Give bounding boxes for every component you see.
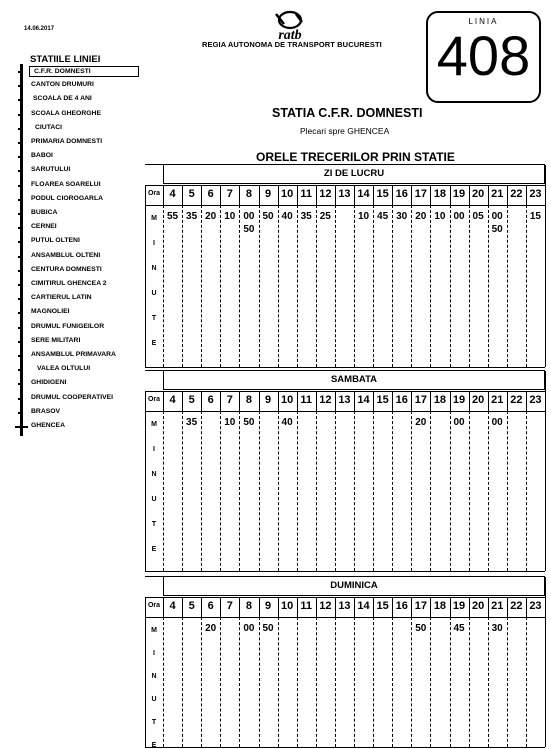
minute-divider <box>354 617 355 747</box>
minute-label-letter: T <box>151 521 157 528</box>
minute-label-letter: N <box>151 673 157 680</box>
hour-cell: 15 <box>376 600 389 612</box>
station-item: CERNEI <box>31 223 57 231</box>
station-item: GHIDIGENI <box>31 379 67 387</box>
station-marker <box>18 185 23 187</box>
stop-title: STATIA C.F.R. DOMNESTI <box>272 106 423 120</box>
minute-label-letter: M <box>151 215 157 222</box>
station-marker <box>18 227 23 229</box>
minute-cell: 05 <box>472 211 484 222</box>
minute-cell: 10 <box>224 417 236 428</box>
minute-divider <box>526 205 527 367</box>
station-item: FLOAREA SOARELUI <box>31 180 101 188</box>
hour-cell: 22 <box>510 188 523 200</box>
station-marker <box>18 398 23 400</box>
station-marker <box>18 284 23 286</box>
minute-label-letter: U <box>151 496 157 503</box>
hour-cell: 7 <box>226 600 233 612</box>
minute-divider <box>411 205 412 367</box>
minute-divider <box>335 617 336 747</box>
hour-cell: 12 <box>319 394 332 406</box>
minute-cell: 00 <box>243 623 255 634</box>
station-marker <box>18 142 23 144</box>
minute-divider <box>354 411 355 571</box>
minute-divider <box>297 617 298 747</box>
hour-cell: 9 <box>264 394 272 406</box>
minute-cell: 35 <box>186 211 198 222</box>
minute-divider <box>373 411 374 571</box>
hour-cell: 20 <box>472 188 485 200</box>
minute-label-letter: U <box>151 290 157 297</box>
minute-divider <box>316 205 317 367</box>
minute-label-letter: N <box>151 471 157 478</box>
station-item: GHENCEA <box>31 422 65 429</box>
minute-divider <box>507 617 508 747</box>
table-right-border <box>545 165 546 367</box>
minute-divider <box>469 617 470 747</box>
hour-cell: 9 <box>264 600 272 612</box>
station-marker <box>18 128 23 130</box>
line-number: 408 <box>436 24 531 87</box>
station-item: BUBICA <box>31 209 58 216</box>
hour-cell: 16 <box>395 188 408 200</box>
minute-cell: 50 <box>415 623 427 634</box>
station-marker <box>18 156 23 158</box>
hour-cell: 4 <box>169 394 176 406</box>
minute-divider <box>411 617 412 747</box>
schedule-section-title: SAMBATA <box>163 371 545 390</box>
hour-cell: 10 <box>281 600 294 612</box>
minute-divider <box>411 411 412 571</box>
station-item: DRUMUL COOPERATIVEI <box>31 393 114 401</box>
hour-cell: 20 <box>472 394 485 406</box>
minute-divider <box>392 411 393 571</box>
station-item: SCOALA GHEORGHE <box>31 109 101 117</box>
minute-divider <box>430 411 431 571</box>
minute-divider <box>220 411 221 571</box>
direction-text: Plecari spre GHENCEA <box>300 126 390 136</box>
minute-cell: 10 <box>224 211 236 222</box>
minute-cell: 50 <box>262 623 274 634</box>
minute-label-letter: N <box>151 265 157 272</box>
minute-label-letter: U <box>151 696 157 703</box>
minute-label-letter: I <box>153 446 155 453</box>
station-marker <box>18 312 23 314</box>
hour-cell: 14 <box>357 600 370 612</box>
hour-cell: 17 <box>414 394 427 406</box>
hour-cell: 17 <box>414 188 427 200</box>
hour-cell: 9 <box>264 188 272 200</box>
hour-row-top-line <box>145 391 545 392</box>
table-left-border <box>145 391 146 571</box>
station-item: VALEA OLTULUI <box>37 365 91 373</box>
minute-label-letter: M <box>151 421 157 428</box>
minute-cell: 50 <box>243 417 255 428</box>
minute-cell: 25 <box>319 211 331 222</box>
hour-cell: 13 <box>338 394 351 406</box>
station-marker <box>18 199 23 201</box>
hour-row-bottom-line <box>145 617 545 618</box>
hour-row-bottom-line <box>145 411 545 412</box>
station-marker <box>18 327 23 329</box>
station-marker <box>18 298 23 300</box>
line-number-box <box>426 11 541 103</box>
hour-cell: 18 <box>433 394 447 406</box>
station-item: SCOALA DE 4 ANI <box>33 95 92 103</box>
minute-cell: 35 <box>186 417 198 428</box>
schedule-table <box>145 370 545 571</box>
minute-cell: 00 <box>453 417 465 428</box>
ratb-logo <box>270 10 310 42</box>
minute-cell: 00 <box>243 211 255 222</box>
minute-divider <box>239 411 240 571</box>
minute-divider <box>430 205 431 367</box>
hour-cell: 12 <box>319 188 332 200</box>
hour-cell: 23 <box>529 394 542 406</box>
minute-label-letter: E <box>151 340 157 347</box>
times-title: ORELE TRECERILOR PRIN STATIE <box>256 150 455 164</box>
hour-cell: 10 <box>281 394 294 406</box>
minute-divider <box>354 205 355 367</box>
print-date: 14.06.2017 <box>24 26 55 32</box>
station-marker <box>18 355 23 357</box>
hour-row-top-line <box>145 185 545 186</box>
minute-cell: 35 <box>300 211 312 222</box>
minute-label-letter: T <box>151 315 157 322</box>
station-item: BRASOV <box>31 407 61 415</box>
hour-cell: 22 <box>510 394 523 406</box>
station-marker <box>18 369 23 371</box>
minute-divider <box>335 205 336 367</box>
station-item: CIMITIRUL GHENCEA 2 <box>31 280 107 287</box>
hour-cell: 18 <box>433 188 447 200</box>
minute-divider <box>278 205 279 367</box>
station-current: C.F.R. DOMNESTI <box>29 66 139 77</box>
hour-row-top-line <box>145 597 545 598</box>
hour-cell: 16 <box>395 600 408 612</box>
hour-cell: 8 <box>245 600 252 612</box>
station-item: MAGNOLIEI <box>31 308 70 316</box>
minute-cell: 15 <box>529 211 541 222</box>
station-marker <box>18 412 23 414</box>
minute-divider <box>469 411 470 571</box>
ora-label: Ora <box>147 602 161 609</box>
table-right-border <box>545 577 546 747</box>
minute-cell: 55 <box>166 211 179 222</box>
hour-cell: 19 <box>452 188 466 200</box>
minute-divider <box>450 205 451 367</box>
station-marker <box>18 241 23 243</box>
hour-cell: 21 <box>491 394 504 406</box>
station-marker <box>18 114 23 116</box>
minute-cell: 00 <box>491 417 503 428</box>
minute-divider <box>526 411 527 571</box>
hour-cell: 7 <box>226 188 233 200</box>
station-item: CANTON DRUMURI <box>31 81 94 89</box>
hour-row-bottom-line <box>145 205 545 206</box>
minute-divider <box>335 411 336 571</box>
minute-cell: 40 <box>281 417 293 428</box>
minute-label-letter: M <box>151 627 157 634</box>
minute-divider <box>450 411 451 571</box>
station-marker <box>18 270 23 272</box>
hour-cell: 18 <box>433 600 447 612</box>
table-right-border <box>545 371 546 571</box>
minute-divider <box>316 411 317 571</box>
minute-cell: 10 <box>357 211 370 222</box>
minute-divider <box>182 411 183 571</box>
minute-divider <box>297 205 298 367</box>
hour-cell: 23 <box>529 600 542 612</box>
minute-cell: 45 <box>377 211 389 222</box>
hour-cell: 5 <box>188 188 195 200</box>
station-marker <box>18 99 23 101</box>
station-marker <box>15 426 28 428</box>
minute-divider <box>297 411 298 571</box>
hour-cell: 23 <box>529 188 542 200</box>
schedule-table <box>145 576 545 747</box>
minute-divider <box>182 617 183 747</box>
minute-divider <box>201 617 202 747</box>
station-item: SERE MILITARI <box>31 336 81 344</box>
minute-cell: 40 <box>281 211 293 222</box>
station-item: CARTIERUL LATIN <box>31 294 92 302</box>
hour-cell: 6 <box>207 394 214 406</box>
minute-cell: 20 <box>415 211 427 222</box>
minute-cell: 50 <box>491 224 503 235</box>
minute-cell: 10 <box>434 211 446 222</box>
minute-divider <box>201 411 202 571</box>
minute-cell: 45 <box>453 623 465 634</box>
station-item: PUTUL OLTENI <box>31 237 80 245</box>
table-bottom-border <box>145 571 545 572</box>
station-marker <box>18 71 23 73</box>
station-item: PRIMARIA DOMNESTI <box>31 138 103 145</box>
station-marker <box>18 256 23 258</box>
minute-divider <box>239 617 240 747</box>
hour-cell: 11 <box>300 188 313 200</box>
minute-divider <box>220 205 221 367</box>
minute-cell: 30 <box>491 623 503 634</box>
hour-cell: 8 <box>245 394 252 406</box>
minute-divider <box>450 617 451 747</box>
station-item: SARUTULUI <box>31 166 71 174</box>
station-item: ANSAMBLUL OLTENI <box>31 251 101 259</box>
minute-cell: 50 <box>262 211 274 222</box>
station-marker <box>18 213 23 215</box>
minute-divider <box>526 617 527 747</box>
route-rail <box>20 64 23 436</box>
station-item: DRUMUL FUNIGEILOR <box>31 322 105 330</box>
hour-cell: 15 <box>376 188 389 200</box>
hour-cell: 6 <box>207 188 214 200</box>
minute-divider <box>278 617 279 747</box>
minute-divider <box>469 205 470 367</box>
minute-divider <box>316 617 317 747</box>
minute-divider <box>182 205 183 367</box>
minute-divider <box>201 205 202 367</box>
hour-cell: 11 <box>300 600 313 612</box>
hour-cell: 17 <box>414 600 427 612</box>
schedule-section-title: ZI DE LUCRU <box>163 165 545 184</box>
minute-divider <box>392 205 393 367</box>
hour-cell: 12 <box>319 600 332 612</box>
station-item: BABOI <box>31 152 53 160</box>
station-marker <box>18 341 23 343</box>
hour-cell: 22 <box>510 600 523 612</box>
station-item: PODUL CIOROGARLA <box>31 194 103 202</box>
ora-label: Ora <box>147 190 161 197</box>
line-label: LINIA <box>468 17 499 26</box>
minute-label-letter: T <box>151 719 157 726</box>
schedule-section-title: DUMINICA <box>163 577 545 596</box>
hour-cell: 21 <box>491 188 504 200</box>
station-item: CENTURA DOMNESTI <box>31 265 102 273</box>
hour-cell: 13 <box>338 188 351 200</box>
hour-cell: 19 <box>452 394 466 406</box>
hour-cell: 19 <box>452 600 466 612</box>
hour-cell: 4 <box>169 600 176 612</box>
table-bottom-border <box>145 367 545 368</box>
table-bottom-border <box>145 747 545 748</box>
svg-text:ratb: ratb <box>278 28 302 42</box>
route-title: STATIILE LINIEI <box>30 54 101 65</box>
hour-cell: 10 <box>281 188 294 200</box>
minute-divider <box>163 205 164 367</box>
minute-divider <box>373 617 374 747</box>
minute-divider <box>259 205 260 367</box>
station-item: ANSAMBLUL PRIMAVARA <box>31 351 116 358</box>
station-marker <box>18 170 23 172</box>
minute-cell: 20 <box>415 417 427 428</box>
minute-divider <box>488 617 489 747</box>
minute-divider <box>278 411 279 571</box>
minute-divider <box>507 205 508 367</box>
minute-divider <box>507 411 508 571</box>
hour-cell: 5 <box>188 394 195 406</box>
minute-divider <box>259 617 260 747</box>
minute-label-letter: I <box>153 650 155 657</box>
hour-cell: 6 <box>207 600 214 612</box>
hour-cell: 5 <box>188 600 195 612</box>
minute-label-letter: E <box>151 546 157 553</box>
minute-cell: 20 <box>205 623 217 634</box>
minute-divider <box>488 411 489 571</box>
hour-cell: 16 <box>395 394 408 406</box>
hour-cell: 20 <box>472 600 485 612</box>
minute-divider <box>430 617 431 747</box>
minute-divider <box>392 617 393 747</box>
station-marker <box>18 383 23 385</box>
station-item: CIUTACI <box>35 123 63 131</box>
hour-cell: 8 <box>245 188 252 200</box>
minute-divider <box>163 617 164 747</box>
minute-cell: 00 <box>453 211 465 222</box>
minute-cell: 20 <box>205 211 217 222</box>
minute-divider <box>163 411 164 571</box>
minute-label-letter: E <box>151 742 157 749</box>
hour-cell: 14 <box>357 394 370 406</box>
hour-cell: 11 <box>300 394 313 406</box>
minute-cell: 50 <box>243 224 255 235</box>
ora-label: Ora <box>147 396 161 403</box>
hour-cell: 13 <box>338 600 351 612</box>
hour-cell: 4 <box>169 188 176 200</box>
hour-cell: 21 <box>491 600 504 612</box>
agency-name: REGIA AUTONOMA DE TRANSPORT BUCURESTI <box>202 40 382 49</box>
minute-cell: 30 <box>396 211 408 222</box>
station-marker <box>18 85 23 87</box>
hour-cell: 14 <box>357 188 370 200</box>
minute-divider <box>259 411 260 571</box>
schedule-table <box>145 164 545 367</box>
hour-cell: 15 <box>376 394 389 406</box>
minute-divider <box>220 617 221 747</box>
hour-cell: 7 <box>226 394 233 406</box>
minute-divider <box>373 205 374 367</box>
minute-label-letter: I <box>153 240 155 247</box>
minute-cell: 00 <box>491 211 503 222</box>
